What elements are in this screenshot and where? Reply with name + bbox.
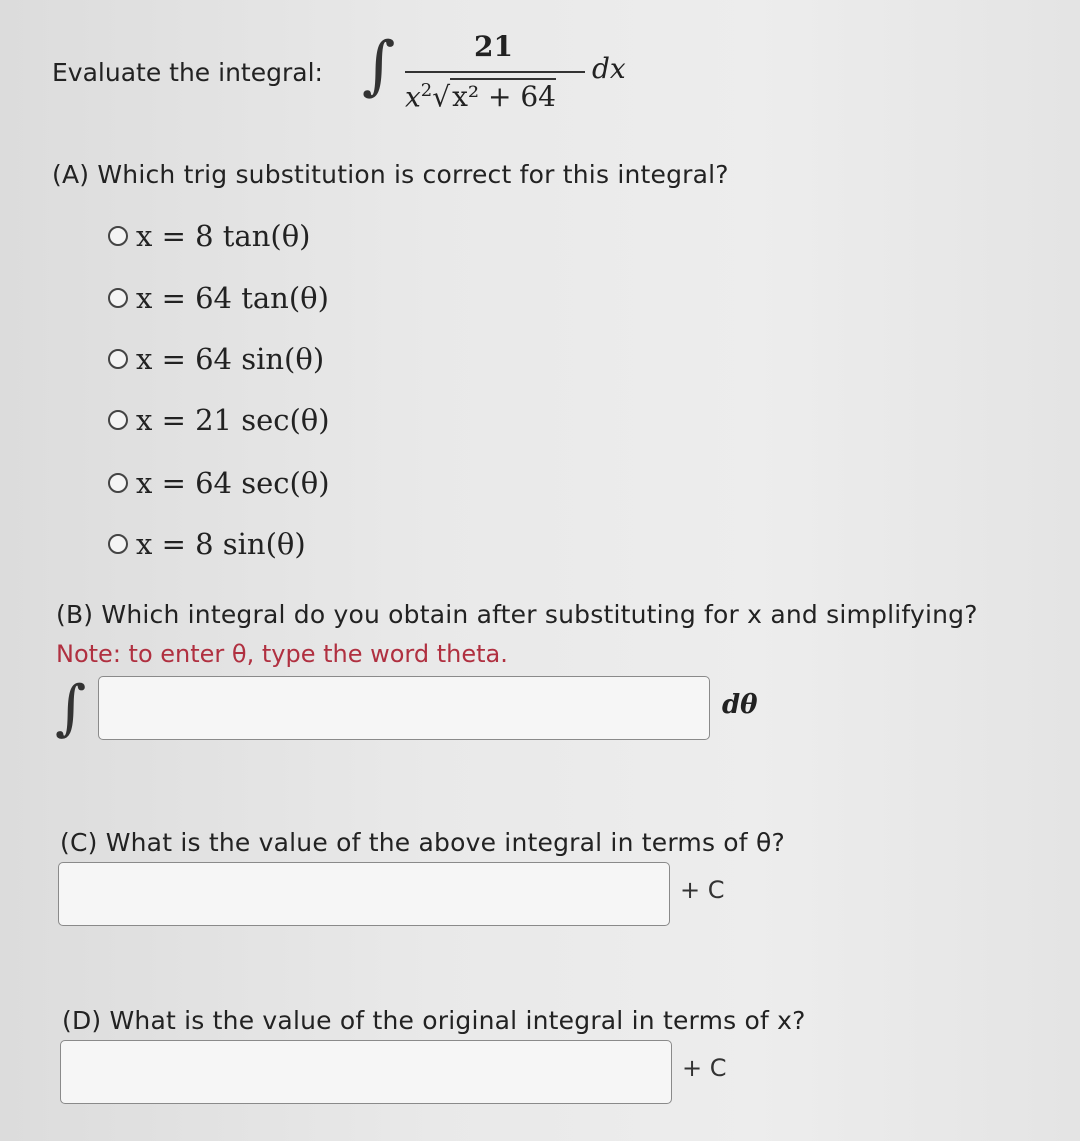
radio-button[interactable] (108, 473, 128, 493)
radio-button[interactable] (108, 349, 128, 369)
option-label: x = 8 tan(θ) (136, 219, 311, 253)
part-d-answer-input[interactable] (60, 1040, 672, 1104)
part-c-answer-input[interactable] (58, 862, 670, 926)
radio-button[interactable] (108, 226, 128, 246)
option-3[interactable] (108, 339, 324, 379)
denominator-x: x (405, 80, 421, 114)
part-a-question: (A) Which trig substitution is correct for this integral? (52, 160, 729, 189)
fraction-denominator (405, 80, 556, 113)
part-c-question: (C) What is the value of the above integral in terms of θ? (60, 828, 785, 857)
option-4[interactable] (108, 400, 330, 440)
option-label: x = 21 sec(θ) (136, 403, 330, 437)
fraction-bar (405, 71, 585, 73)
part-b-answer-input[interactable] (98, 676, 710, 740)
intro-label: Evaluate the integral: (52, 58, 323, 87)
part-b-question: (B) Which integral do you obtain after substituting for x and simplifying? (56, 600, 978, 629)
option-6[interactable] (108, 524, 306, 564)
denominator-exponent: 2 (420, 80, 433, 101)
integral-symbol: ∫ (362, 29, 396, 103)
option-1[interactable] (108, 216, 310, 256)
integral-symbol: ∫ (55, 673, 87, 743)
option-label: x = 64 tan(θ) (136, 281, 329, 315)
plus-c-label: + C (682, 1054, 727, 1082)
option-5[interactable] (108, 463, 330, 503)
differential-dx: dx (592, 52, 626, 85)
option-label: x = 8 sin(θ) (136, 527, 306, 561)
option-label: x = 64 sec(θ) (136, 466, 330, 500)
radio-button[interactable] (108, 410, 128, 430)
radio-button[interactable] (108, 288, 128, 308)
dtheta-label: dθ (722, 690, 758, 720)
option-2[interactable] (108, 278, 329, 318)
part-b-note: Note: to enter θ, type the word theta. (56, 640, 508, 668)
option-label: x = 64 sin(θ) (136, 342, 325, 376)
plus-c-label: + C (680, 876, 725, 904)
part-d-question: (D) What is the value of the original integral in terms of x? (62, 1006, 806, 1035)
radio-button[interactable] (108, 534, 128, 554)
sqrt-radicand: x² + 64 (452, 80, 556, 114)
fraction-numerator: 21 (474, 30, 513, 63)
sqrt-symbol: √ (432, 80, 451, 114)
